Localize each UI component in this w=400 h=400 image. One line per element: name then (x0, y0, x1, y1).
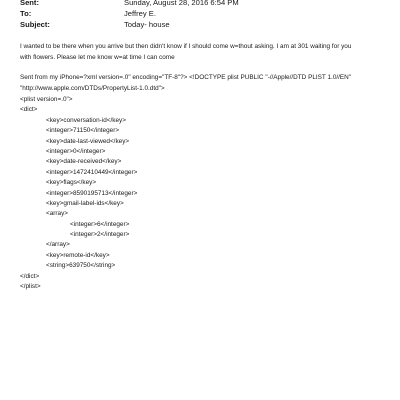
subject-label: Subject: (20, 20, 50, 29)
plist-line: </array> (46, 241, 70, 249)
plist-line: <key>remote-id</key> (46, 251, 110, 259)
plist-line: <integer>6</integer> (70, 220, 130, 228)
email-header (20, 0, 390, 30)
email-body (20, 42, 382, 94)
plist-line-open: <plist version=.0"> (20, 96, 73, 103)
sent-value: Sunday, August 28, 2016 6:54 PM (124, 0, 239, 7)
plist-line: <key>conversation-id</key> (46, 116, 126, 124)
plist-line: <key>date-received</key> (46, 158, 122, 166)
plist-line: <key>flags</key> (46, 179, 97, 187)
plist-line-close: </plist> (20, 283, 41, 291)
plist-line-dict-close: </dict> (20, 272, 40, 280)
body-line-1: I wanted to be there when you arrive but then didn't know if I should come w=thout asking. I am at 301 waiting for you (20, 43, 352, 50)
paragraph-gap (20, 63, 382, 73)
plist-line: <array> (46, 210, 69, 218)
sent-label: Sent: (20, 0, 39, 7)
sent-from-line-2: "http://www.apple.com/DTDs/PropertyList-1.0.dtd"> (20, 84, 165, 92)
plist-line: <integer>1472410449</integer> (46, 168, 138, 176)
to-label: To: (20, 9, 32, 18)
plist-line: <integer>71150</integer> (46, 127, 120, 135)
plist-line: <key>gmail-label-ids</key> (46, 199, 124, 207)
sent-row (20, 0, 390, 8)
plist-line: <integer>2</integer> (70, 231, 130, 239)
body-line-2: with flowers. Please let me know w=at time I can come (20, 53, 175, 61)
subject-row (20, 19, 390, 30)
sent-from-line-1: Sent from my iPhone=?xml version=.0" encoding="TF-8"?> <!DOCTYPE plist PUBLIC "-//Apple//DTD PLIST 1.0//EN" (20, 74, 352, 81)
subject-value: Today- house (124, 20, 170, 29)
to-row (20, 8, 390, 19)
plist-line-dict-open: <dict> (20, 106, 38, 114)
plist-line: <string>639750</string> (46, 262, 116, 270)
to-value: Jeffrey E. (124, 9, 156, 18)
plist-line: <integer>0</integer> (46, 147, 106, 155)
plist-line: <integer>8590195713</integer> (46, 189, 138, 197)
plist-block (20, 95, 382, 292)
plist-line: <key>date-last-viewed</key> (46, 137, 130, 145)
